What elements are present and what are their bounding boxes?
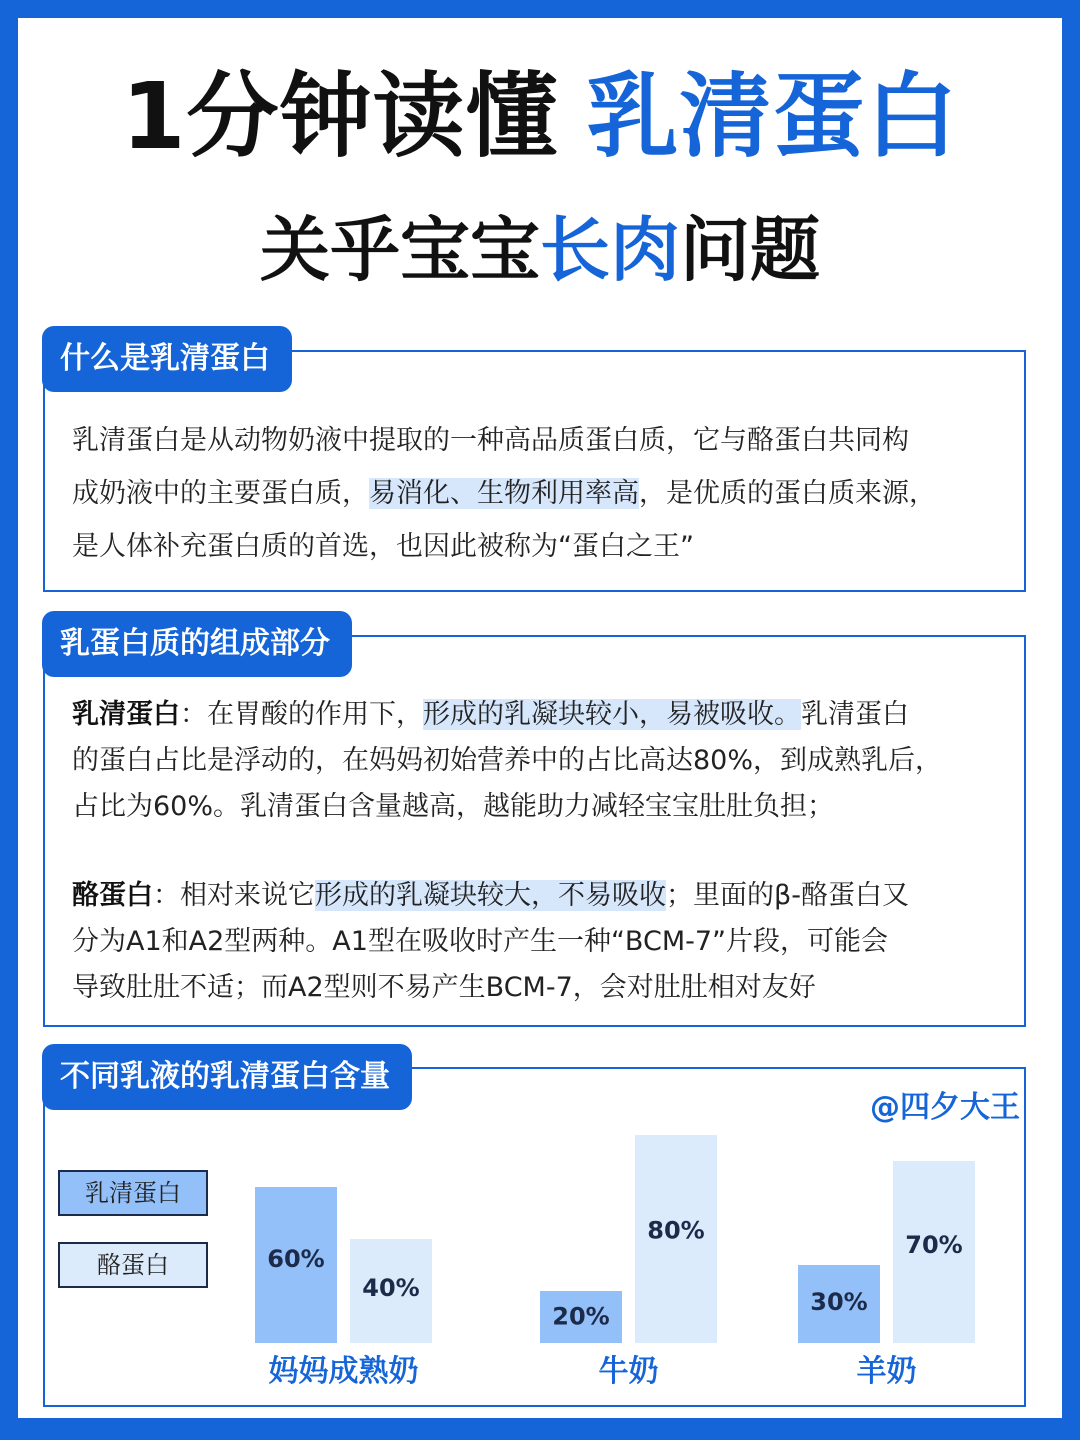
subtitle-part-a: 关乎宝宝: [260, 209, 540, 291]
bar-label-casein-1: 40%: [362, 1273, 420, 1302]
text-segment: ：相对来说它: [153, 880, 315, 911]
bar-label-whey-2: 20%: [552, 1302, 610, 1331]
category-label-2: 牛奶: [598, 1354, 659, 1389]
legend-casein: 酪蛋白: [58, 1242, 208, 1288]
subtitle-part-b: 问题: [680, 209, 820, 291]
subtitle-accent: 长肉: [540, 209, 680, 291]
bar-label-casein-3: 70%: [905, 1230, 963, 1259]
category-label-1: 妈妈成熟奶: [268, 1354, 419, 1389]
casein-term: 酪蛋白: [72, 880, 153, 911]
bar-label-whey-3: 30%: [810, 1288, 868, 1317]
bar-label-whey-1: 60%: [267, 1245, 325, 1274]
text-line: 是人体补充蛋白质的首选，也因此被称为“蛋白之王”: [72, 531, 694, 562]
text-line: 乳清蛋白是从动物奶液中提取的一种高品质蛋白质，它与酪蛋白共同构: [72, 425, 909, 456]
text-line: 占比为60%。乳清蛋白含量越高，越能助力减轻宝宝肚肚负担；: [72, 791, 835, 822]
title-accent: 乳清蛋白: [586, 63, 959, 170]
category-label-3: 羊奶: [856, 1354, 917, 1389]
section-label-what-is-whey: 什么是乳清蛋白: [42, 326, 292, 392]
text-segment: 成奶液中的主要蛋白质，: [72, 478, 369, 509]
section-label-composition: 乳蛋白质的组成部分: [42, 611, 352, 677]
highlight-large-curd: 形成的乳凝块较大，不易吸收: [315, 880, 666, 911]
author-watermark: @四夕大王: [870, 1090, 1020, 1125]
bar-label-casein-2: 80%: [647, 1216, 705, 1245]
text-line: 分为A1和A2型两种。A1型在吸收时产生一种“BCM-7”片段，可能会: [72, 926, 889, 957]
text-segment: ：在胃酸的作用下，: [180, 699, 423, 730]
highlight-digestible: 易消化、生物利用率高: [369, 478, 639, 509]
text-line: 的蛋白占比是浮动的，在妈妈初始营养中的占比高达80%，到成熟乳后，: [72, 745, 943, 776]
whey-term: 乳清蛋白: [72, 699, 180, 730]
legend-whey: 乳清蛋白: [58, 1170, 208, 1216]
title-prefix: 1分钟读懂: [121, 63, 559, 170]
section-label-chart: 不同乳液的乳清蛋白含量: [42, 1044, 412, 1110]
highlight-small-curd: 形成的乳凝块较小，易被吸收。: [423, 699, 801, 730]
text-segment: ；里面的β-酪蛋白又: [666, 880, 909, 911]
text-segment: ，是优质的蛋白质来源，: [639, 478, 936, 509]
text-segment: 乳清蛋白: [801, 699, 909, 730]
text-line: 导致肚肚不适；而A2型则不易产生BCM-7，会对肚肚相对友好: [72, 972, 816, 1003]
